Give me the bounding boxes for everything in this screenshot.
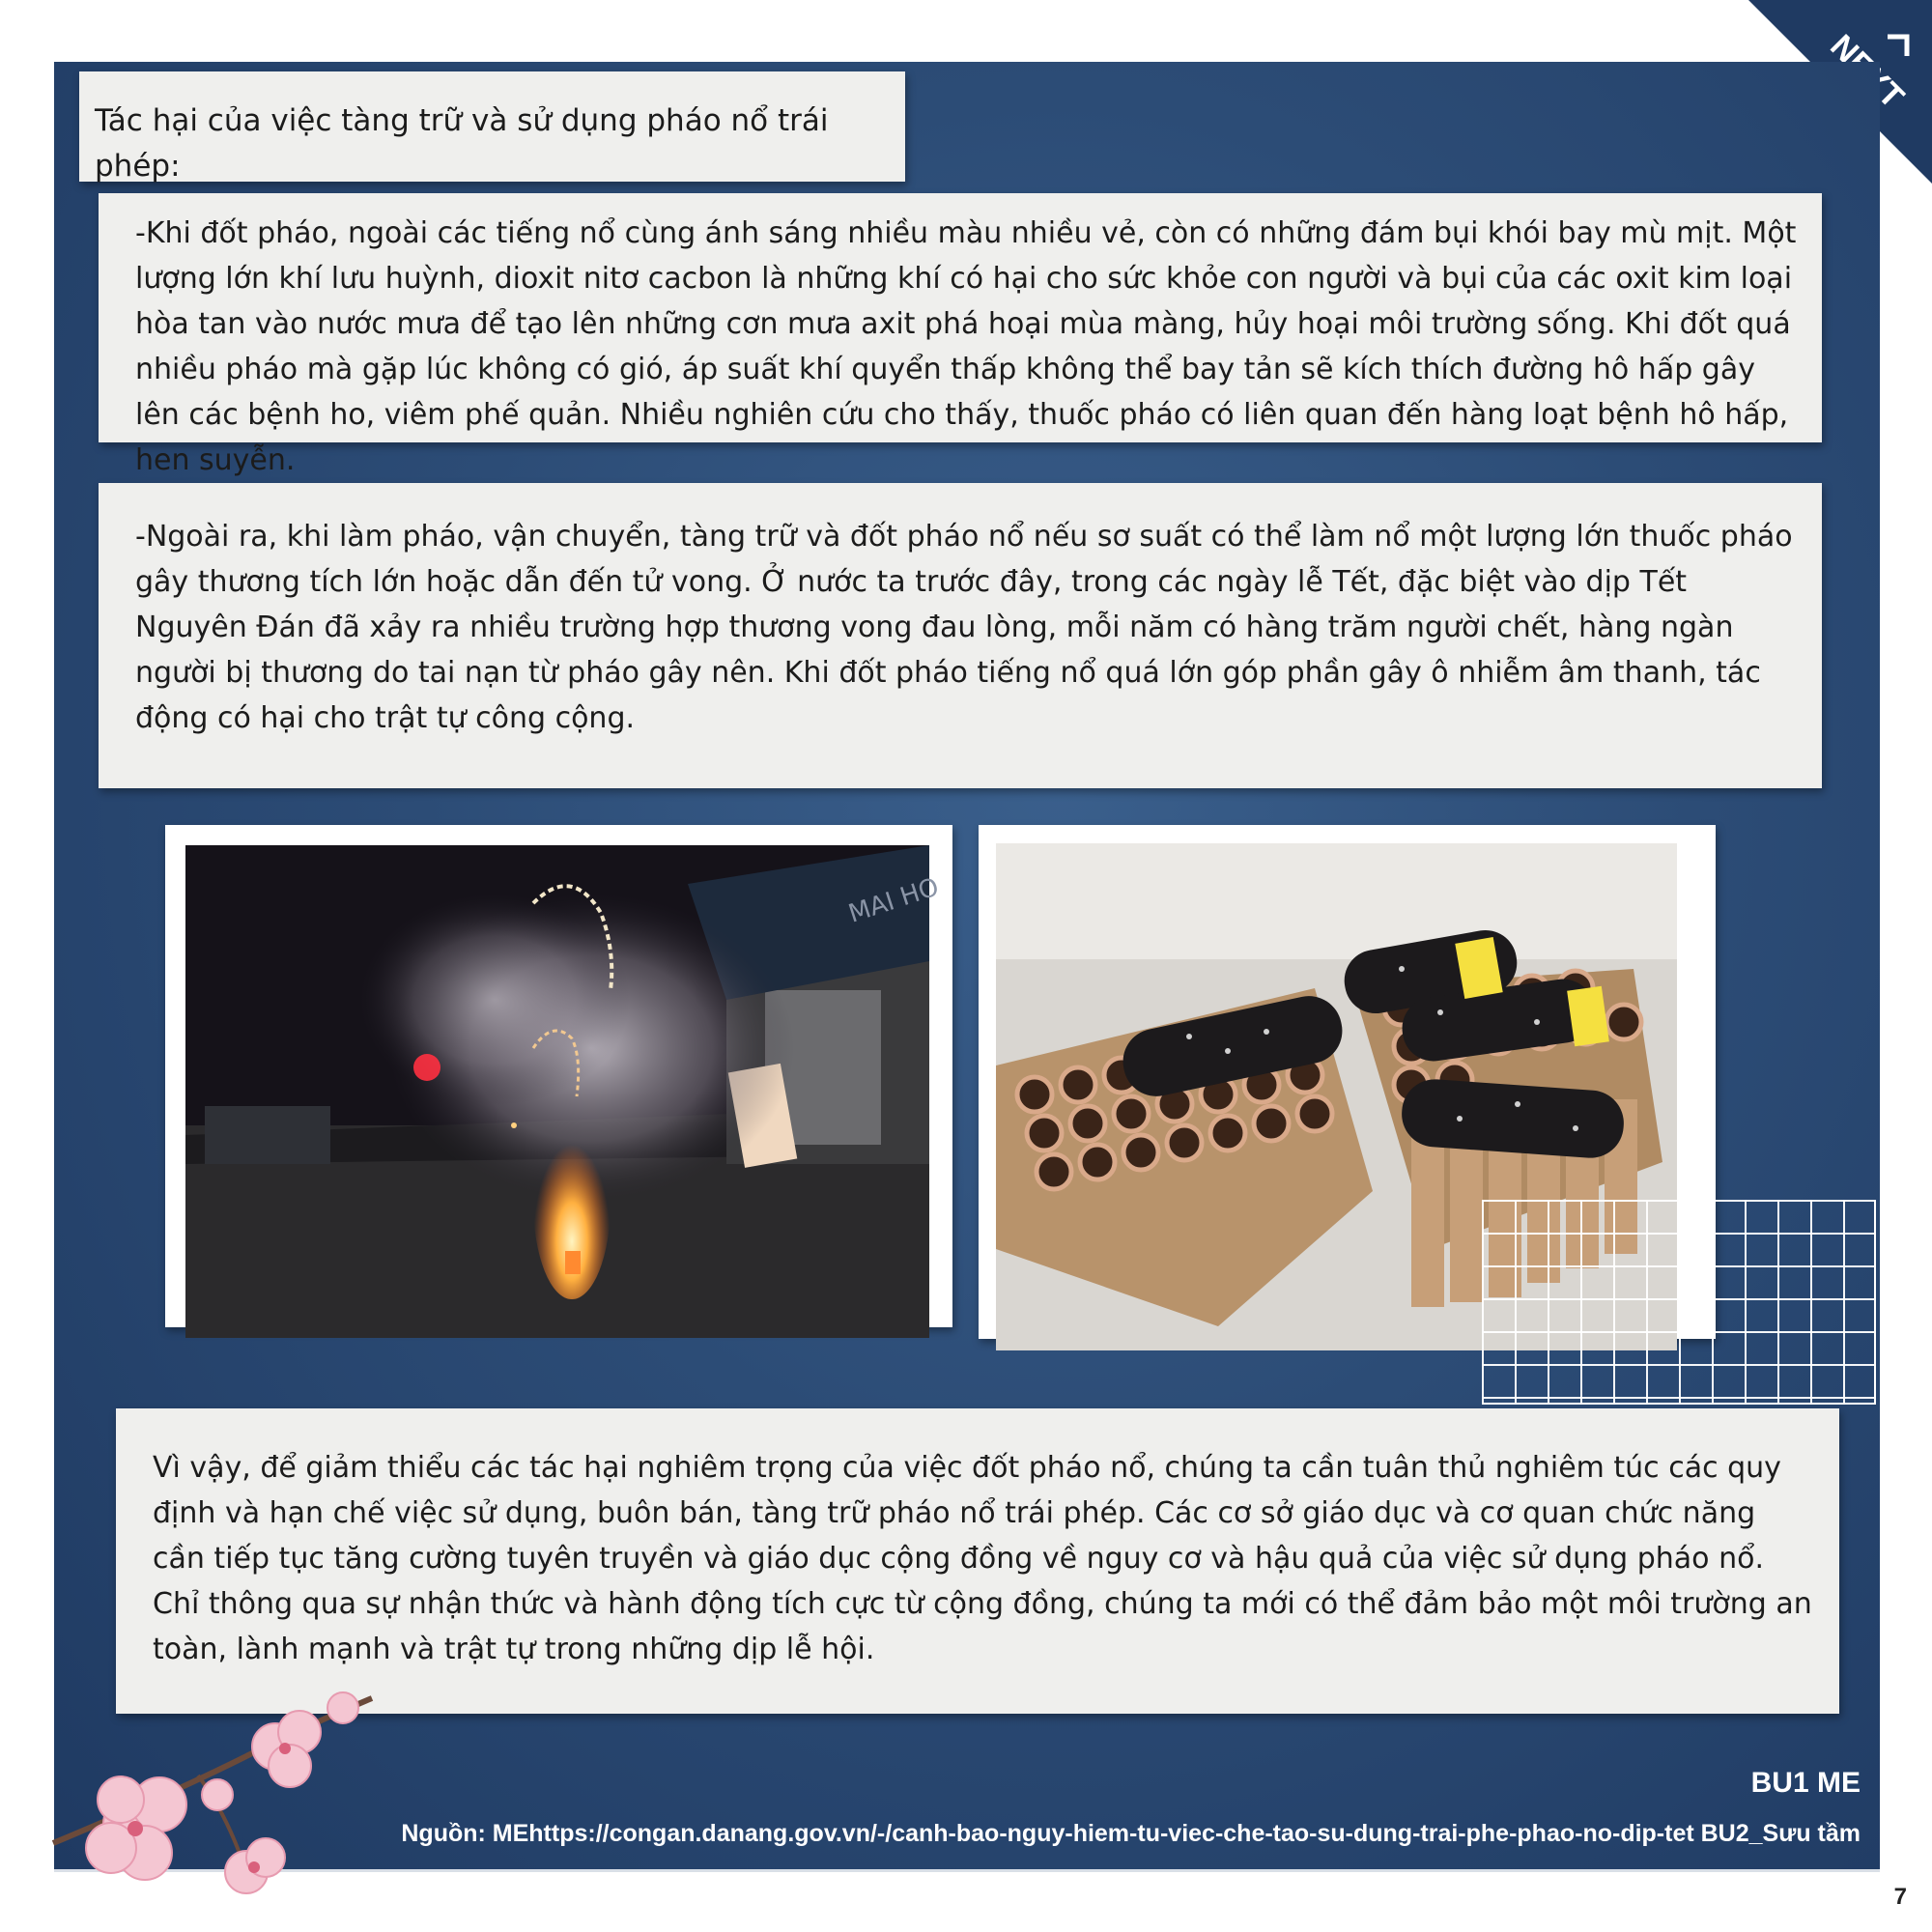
photo-frame-street-fireworks (165, 825, 952, 1327)
paragraph-conclusion: Vì vậy, để giảm thiểu các tác hại nghiêm trọng của việc đốt pháo nổ, chúng ta cần tuân thủ nghiêm túc các quy định và hạn chế việc sử dụng, buôn bán, tàng trữ pháo nổ trái phép. Các cơ sở giáo dục và cơ quan chức năng cần tiếp tục tăng cường tuyên truyền và giáo dục cộng đồng về nguy cơ và hậu quả của việc sử dụng pháo nổ. Chỉ thông qua sự nhận thức và hành động tích cực từ cộng đồng, chúng ta mới có thể đảm bảo một môi trường an toàn, lành mạnh và trật tự trong những dịp lễ hội. (116, 1408, 1839, 1714)
paragraph-accidents: -Ngoài ra, khi làm pháo, vận chuyển, tàng trữ và đốt pháo nổ nếu sơ suất có thể làm nổ một lượng lớn thuốc pháo gây thương tích lớn hoặc dẫn đến tử vong. Ở nước ta trước đây, trong các ngày lễ Tết, đặc biệt vào dịp Tết Nguyên Đán đã xảy ra nhiều trường hợp thương vong đau lòng, mỗi năm có hàng trăm người chết, hàng ngàn người bị thương do tai nạn từ pháo gây nên. Khi đốt pháo tiếng nổ quá lớn góp phần gây ô nhiễm âm thanh, tác động có hại cho trật tự công cộng. (99, 483, 1822, 788)
storefront-sign: MAI HO (844, 872, 943, 929)
page-number: 7 (1893, 1884, 1907, 1910)
footer-brand: BU1 ME (1750, 1767, 1861, 1799)
footer-source: Nguồn: MEhttps://congan.danang.gov.vn/-/canh-bao-nguy-hiem-tu-viec-che-tao-su-dung-trai-phe-phao-no-dip-tet BU2_Sưu tầm (401, 1820, 1861, 1847)
paragraph-air-pollution: -Khi đốt pháo, ngoài các tiếng nổ cùng ánh sáng nhiều màu nhiều vẻ, còn có những đám bụi khói bay mù mịt. Một lượng lớn khí lưu huỳnh, dioxit nitơ cacbon là những khí có hại cho sức khỏe con người và bụi của các oxit kim loại hòa tan vào nước mưa để tạo lên những cơn mưa axit phá hoại mùa màng, hủy hoại môi trường sống. Khi đốt quá nhiều pháo mà gặp lúc không có gió, áp suất khí quyển thấp không thể bay tản sẽ kích thích đường hô hấp gây lên các bệnh ho, viêm phế quản. Nhiều nghiên cứu cho thấy, thuốc pháo có liên quan đến hàng loạt bệnh hô hấp, hen suyễn. (99, 193, 1822, 442)
photo-street-fireworks (185, 845, 943, 1338)
page-title: Tác hại của việc tàng trữ và sử dụng pháo nổ trái phép: (79, 71, 905, 182)
next-arrow-icon (1880, 25, 1918, 64)
decorative-grid (1482, 1200, 1876, 1405)
content-panel (54, 62, 1880, 1872)
cherry-blossom-icon (53, 1679, 420, 1911)
